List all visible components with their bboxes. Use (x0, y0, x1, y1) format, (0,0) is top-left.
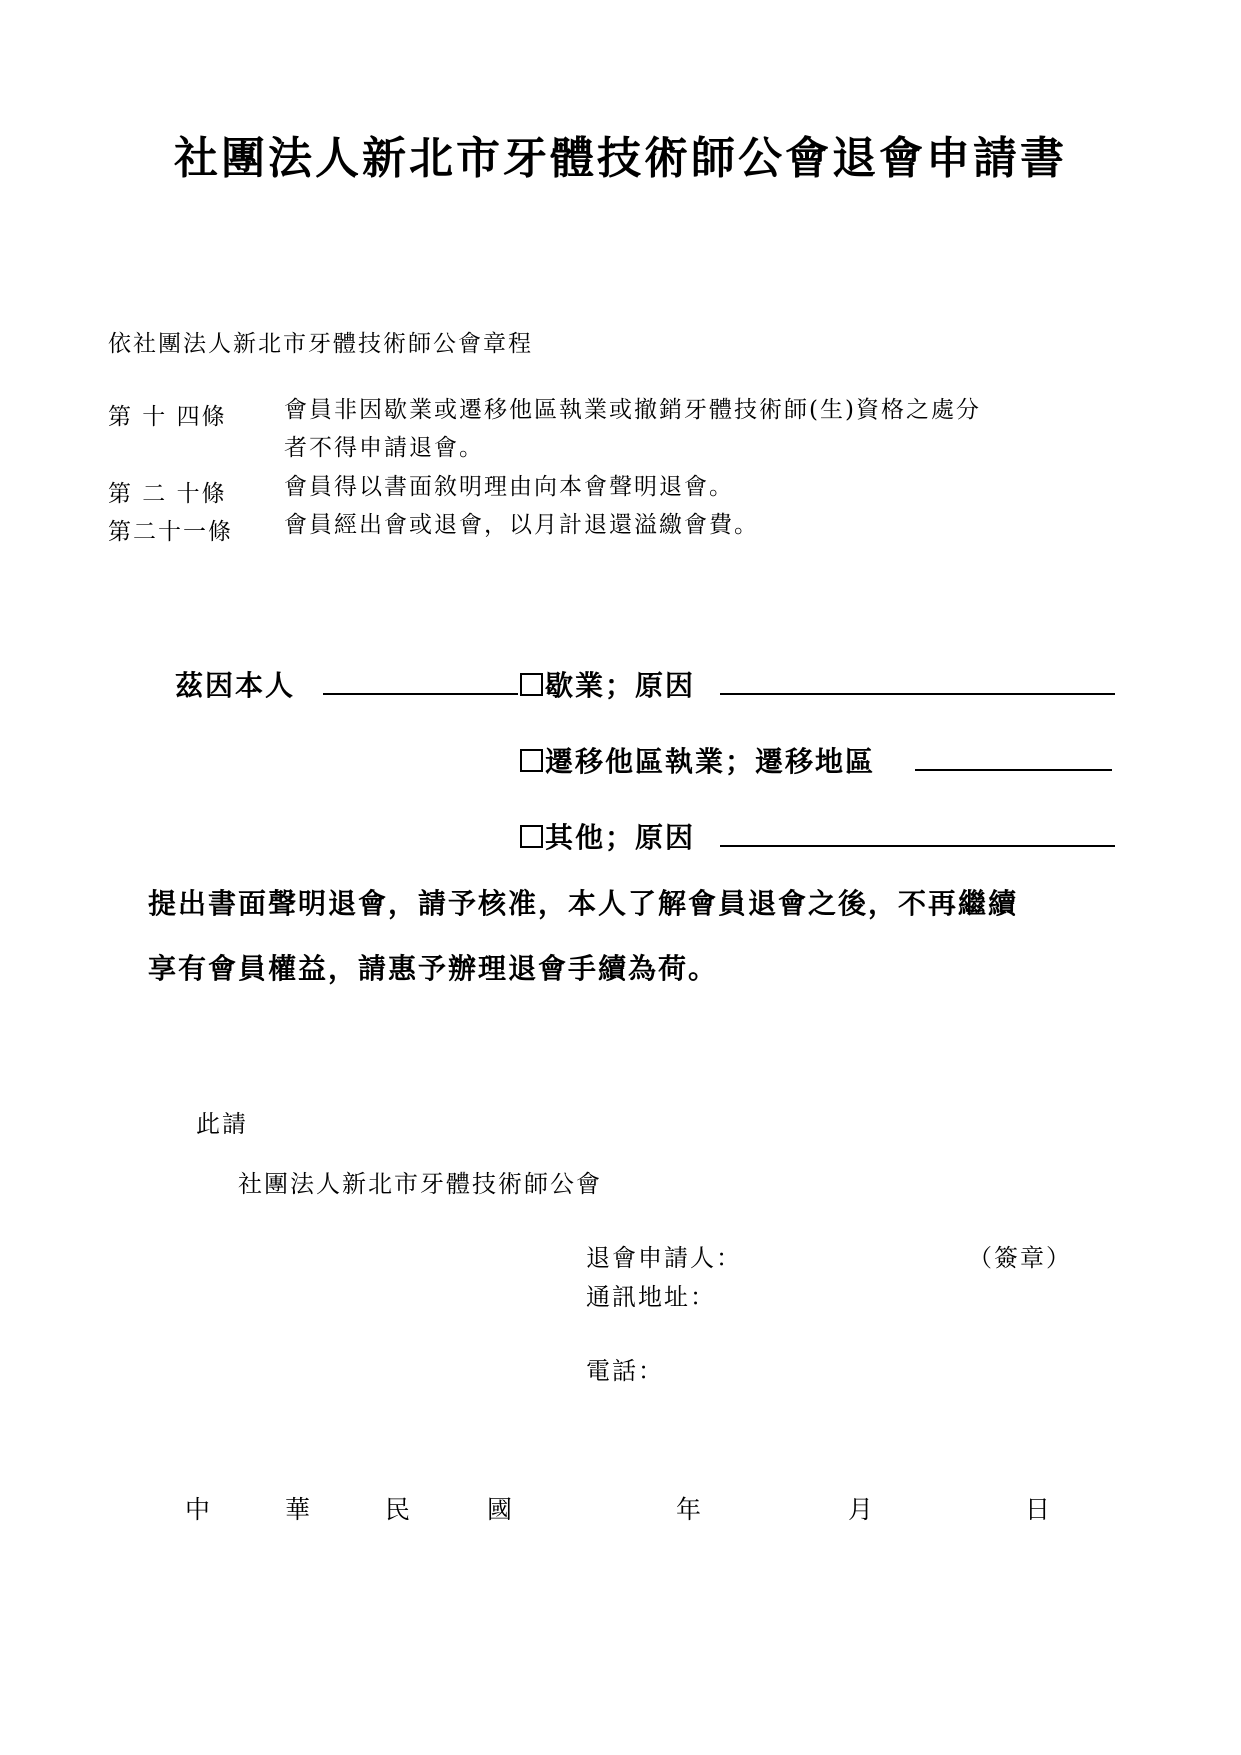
option-retirement (520, 664, 695, 704)
retirement-label: 歇業；原因 (545, 669, 696, 702)
retirement-checkbox[interactable] (520, 673, 543, 696)
option-other (520, 816, 695, 856)
option-relocation (520, 740, 875, 780)
regulation-intro: 依社團法人新北市牙體技術師公會章程 (108, 331, 533, 357)
statement-line2: 享有會員權益，請惠予辦理退會手續為荷。 (148, 952, 719, 985)
applicant-label: 退會申請人： (586, 1244, 742, 1272)
address-label: 通訊地址： (586, 1283, 716, 1311)
relocation-label: 遷移他區執業；遷移地區 (545, 745, 876, 778)
name-blank-line[interactable] (323, 693, 518, 695)
seal-label: （簽章） (968, 1244, 1072, 1272)
phone-label: 電話： (586, 1357, 664, 1385)
date-month-label: 月 (848, 1495, 874, 1524)
other-checkbox[interactable] (520, 825, 543, 848)
document-title: 社團法人新北市牙體技術師公會退會申請書 (174, 133, 1067, 184)
date-day-label: 日 (1025, 1495, 1051, 1524)
article-14-text-line2: 者不得申請退會。 (284, 435, 484, 461)
relocation-area-line[interactable] (915, 769, 1112, 771)
article-14-text-line1: 會員非因歇業或遷移他區執業或撤銷牙體技術師(生)資格之處分 (284, 397, 981, 423)
article-20-text: 會員得以書面敘明理由向本會聲明退會。 (284, 474, 734, 500)
date-char-guo: 國 (487, 1495, 513, 1524)
retirement-reason-line[interactable] (720, 693, 1115, 695)
article-21-number: 第二十一條 (108, 519, 233, 545)
article-14-number: 第 十 四條 (108, 404, 227, 430)
relocation-checkbox[interactable] (520, 749, 543, 772)
date-char-hua: 華 (285, 1495, 311, 1524)
other-reason-line[interactable] (720, 845, 1115, 847)
date-char-min: 民 (385, 1495, 411, 1524)
statement-line1: 提出書面聲明退會，請予核准，本人了解會員退會之後，不再繼續 (148, 887, 1019, 920)
date-char-zhong: 中 (185, 1495, 211, 1524)
recipient: 社團法人新北市牙體技術師公會 (238, 1170, 602, 1198)
other-label: 其他；原因 (545, 821, 696, 854)
article-20-number: 第 二 十條 (108, 481, 227, 507)
date-year-label: 年 (676, 1495, 702, 1524)
salutation: 此請 (196, 1110, 248, 1138)
article-21-text: 會員經出會或退會，以月計退還溢繳會費。 (284, 512, 759, 538)
declaration-prefix: 茲因本人 (175, 669, 296, 702)
